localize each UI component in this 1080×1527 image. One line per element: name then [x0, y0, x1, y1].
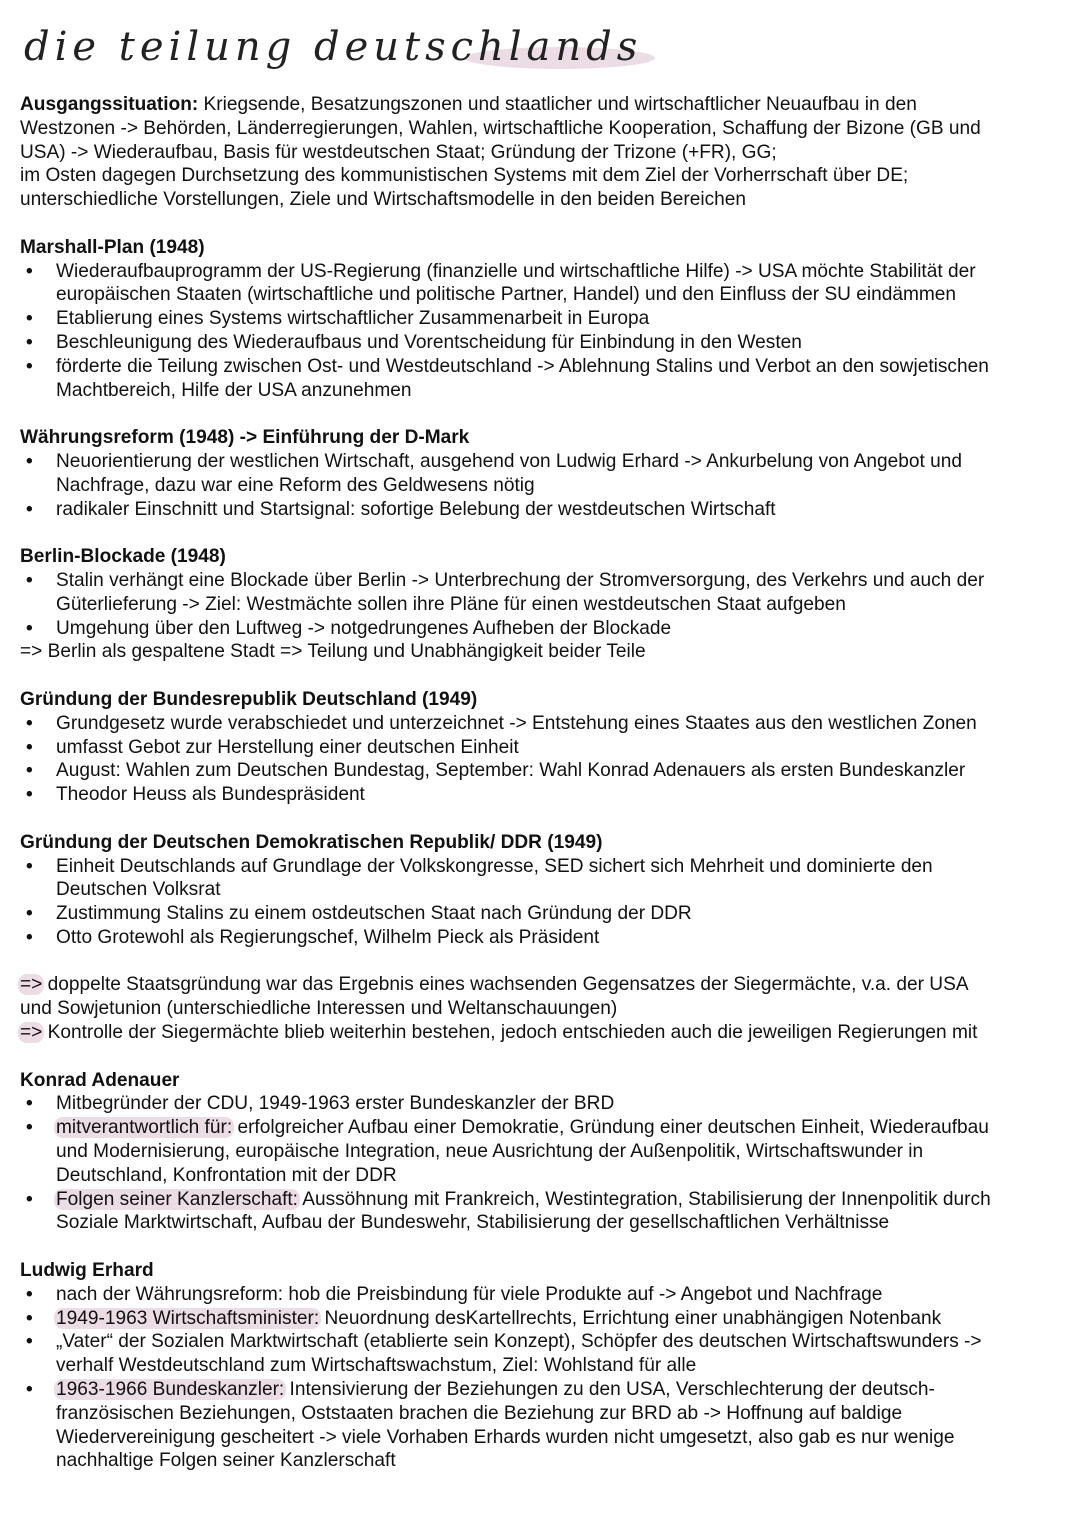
bullet: • — [26, 1283, 33, 1305]
item-line: Beschleunigung des Wiederaufbaus und Vorentscheidung für Einbindung in den Westen — [56, 331, 802, 353]
list-item — [20, 355, 1076, 403]
section-marshall-plan — [20, 236, 1076, 403]
item-line: nach der Währungsreform: hob die Preisbindung für viele Produkte auf -> Angebot und Nachfrage — [56, 1283, 883, 1305]
list-item — [20, 1283, 1076, 1307]
list-item — [20, 902, 1076, 926]
list-item — [20, 260, 1076, 308]
item-line: August: Wahlen zum Deutschen Bundestag, September: Wahl Konrad Adenauers als ersten Bundeskanzler — [56, 760, 966, 782]
item-line: Neuordnung desKartellrechts, Errichtung einer unabhängigen Notenbank — [319, 1307, 942, 1329]
item-line: umfasst Gebot zur Herstellung einer deutschen Einheit — [56, 736, 519, 758]
item-line: Grundgesetz wurde verabschiedet und unterzeichnet -> Entstehung eines Staates aus den westlichen Zonen — [56, 712, 977, 734]
bullet-list — [20, 260, 1076, 403]
section-heading: Marshall-Plan (1948) — [20, 236, 205, 258]
bullet: • — [26, 1188, 33, 1210]
intro-line-5: unterschiedliche Vorstellungen, Ziele und Wirtschaftsmodelle in den beiden Bereichen — [20, 189, 746, 211]
bullet: • — [26, 712, 33, 734]
intro-line-1 — [20, 93, 1076, 117]
list-item — [20, 1116, 1076, 1187]
item-line: nachhaltige Folgen seiner Kanzlerschaft — [56, 1450, 396, 1472]
highlight-label: 1949-1963 Wirtschaftsminister: — [56, 1307, 320, 1329]
list-item — [20, 307, 1076, 331]
section-heading: Gründung der Bundesrepublik Deutschland (1949) — [20, 688, 478, 710]
section-berlin-blockade — [20, 545, 1076, 664]
list-item — [20, 1307, 1076, 1331]
list-item — [20, 1188, 1076, 1236]
intro-line-2: Westzonen -> Behörden, Länderregierungen, Wahlen, wirtschaftliche Kooperation, Schaffung der Bizone (GB und — [20, 117, 981, 139]
item-line: Wiederaufbauprogramm der US-Regierung (finanzielle und wirtschaftliche Hilfe) -> USA möchte Stabilität der — [56, 260, 976, 282]
item-line: Otto Grotewohl als Regierungschef, Wilhelm Pieck als Präsident — [56, 926, 600, 948]
item-line: Nachfrage, dazu war eine Reform des Geldwesens nötig — [56, 474, 535, 496]
item-line: Deutschen Volksrat — [56, 879, 221, 901]
bullet-list — [20, 712, 1076, 807]
list-item — [20, 712, 1076, 736]
item-line: förderte die Teilung zwischen Ost- und Westdeutschland -> Ablehnung Stalins und Verbot an den sowjetischen — [56, 355, 989, 377]
section-heading: Ludwig Erhard — [20, 1260, 154, 1282]
highlight-label: Folgen seiner Kanzlerschaft: — [56, 1188, 298, 1210]
intro-line-4: im Osten dagegen Durchsetzung des kommunistischen Systems mit dem Ziel der Vorherrschaft über DE; — [20, 165, 909, 187]
section-waehrungsreform — [20, 426, 1076, 521]
bullet-list — [20, 569, 1076, 640]
item-line: Machtbereich, Hilfe der USA anzunehmen — [56, 379, 412, 401]
item-line: Umgehung über den Luftweg -> notgedrungenes Aufheben der Blockade — [56, 617, 672, 639]
list-item — [20, 926, 1076, 950]
item-line: Etablierung eines Systems wirtschaftlicher Zusammenarbeit in Europa — [56, 308, 650, 330]
bullet: • — [26, 736, 33, 758]
intro-label: Ausgangssituation: — [20, 94, 199, 115]
item-line: Mitbegründer der CDU, 1949-1963 erster Bundeskanzler der BRD — [56, 1093, 615, 1115]
bullet: • — [26, 260, 33, 282]
arrow-marker: => — [20, 974, 43, 996]
list-item — [20, 1378, 1076, 1473]
item-line: Zustimmung Stalins zu einem ostdeutschen Staat nach Gründung der DDR — [56, 903, 692, 925]
bullet: • — [26, 355, 33, 377]
item-line: Stalin verhängt eine Blockade über Berlin -> Unterbrechung der Stromversorgung, des Verkehrs und auch der — [56, 569, 985, 591]
bullet: • — [26, 855, 33, 877]
section-heading: Währungsreform (1948) -> Einführung der D-Mark — [20, 427, 470, 449]
item-line: französischen Beziehungen, Oststaaten brachen die Beziehung zur BRD ab -> Hoffnung auf baldige — [56, 1402, 903, 1424]
item-line: Soziale Marktwirtschaft, Aufbau der Bundeswehr, Stabilisierung der gesellschaftlichen Verhältnisse — [56, 1212, 890, 1234]
bullet-list — [20, 1283, 1076, 1473]
section-heading: Gründung der Deutschen Demokratischen Republik/ DDR (1949) — [20, 831, 603, 853]
item-line: europäischen Staaten (wirtschaftliche und politische Partner, Handel) und den Einfluss der SU eindämmen — [56, 284, 957, 306]
list-item — [20, 498, 1076, 522]
bullet: • — [26, 569, 33, 591]
section-heading: Konrad Adenauer — [20, 1069, 180, 1091]
highlight-label: 1963-1966 Bundeskanzler: — [56, 1379, 285, 1401]
intro-text-1: Kriegsende, Besatzungszonen und staatlicher und wirtschaftlicher Neuaufbau in den — [198, 94, 917, 115]
bullet: • — [26, 1117, 33, 1139]
bullet: • — [26, 331, 33, 353]
bullet: • — [26, 1379, 33, 1401]
list-item — [20, 617, 1076, 641]
item-line: und Modernisierung, europäische Integration, neue Ausrichtung der Außenpolitik, Wirtschaftswunder in — [56, 1141, 924, 1163]
list-item — [20, 1092, 1076, 1116]
item-line: Intensivierung der Beziehungen zu den USA, Verschlechterung der deutsch- — [284, 1379, 935, 1401]
item-line: verhalf Westdeutschland zum Wirtschaftswachstum, Ziel: Wohlstand für alle — [56, 1355, 697, 1377]
list-item — [20, 331, 1076, 355]
conclusion-line-1 — [20, 973, 1076, 997]
list-item — [20, 736, 1076, 760]
item-line: Einheit Deutschlands auf Grundlage der Volkskongresse, SED sichert sich Mehrheit und dominierte den — [56, 855, 933, 877]
item-line: „Vater“ der Sozialen Marktwirtschaft (etablierte sein Konzept), Schöpfer des deutschen Wirtschaftswunders -> — [56, 1331, 982, 1353]
item-line: Aussöhnung mit Frankreich, Westintegration, Stabilisierung der Innenpolitik durch — [297, 1188, 991, 1210]
bullet: • — [26, 617, 33, 639]
item-line: Theodor Heuss als Bundespräsident — [56, 784, 365, 806]
item-line: erfolgreicher Aufbau einer Demokratie, Gründung einer deutschen Einheit, Wiederaufbau — [232, 1117, 989, 1139]
list-item — [20, 783, 1076, 807]
bullet: • — [26, 450, 33, 472]
bullet-list — [20, 450, 1076, 521]
conclusion-text-1: doppelte Staatsgründung war das Ergebnis eines wachsenden Gegensatzes der Siegermächte, v.a. der USA — [42, 974, 969, 996]
section-heading: Berlin-Blockade (1948) — [20, 546, 226, 568]
bullet-list — [20, 855, 1076, 950]
intro-line-3: USA) -> Wiederaufbau, Basis für westdeutschen Staat; Gründung der Trizone (+FR), GG; — [20, 141, 777, 163]
bullet-list — [20, 1092, 1076, 1235]
bullet: • — [26, 784, 33, 806]
bullet: • — [26, 1093, 33, 1115]
title-text: die teilung deutschlands — [24, 24, 643, 70]
bullet: • — [26, 1331, 33, 1353]
list-item — [20, 1330, 1076, 1378]
section-brd — [20, 688, 1076, 807]
bullet: • — [26, 308, 33, 330]
section-intro — [20, 93, 1076, 212]
section-adenauer — [20, 1069, 1076, 1236]
conclusion-line-2: und Sowjetunion (unterschiedliche Interessen und Weltanschauungen) — [20, 998, 618, 1020]
section-conclusions — [20, 973, 1076, 1044]
item-line: Deutschland, Konfrontation mit der DDR — [56, 1164, 397, 1186]
blockade-conclusion: => Berlin als gespaltene Stadt => Teilung und Unabhängigkeit beider Teile — [20, 641, 646, 663]
list-item — [20, 855, 1076, 903]
arrow-marker: => — [20, 1022, 43, 1044]
item-line: radikaler Einschnitt und Startsignal: sofortige Belebung der westdeutschen Wirtschaft — [56, 498, 776, 520]
bullet: • — [26, 498, 33, 520]
conclusion-line-3 — [20, 1021, 1076, 1045]
section-erhard — [20, 1259, 1076, 1473]
list-item — [20, 569, 1076, 617]
document-body — [20, 93, 1076, 1473]
list-item — [20, 450, 1076, 498]
item-line: Neuorientierung der westlichen Wirtschaft, ausgehend von Ludwig Erhard -> Ankurbelung von Angebot und — [56, 450, 962, 472]
bullet: • — [26, 926, 33, 948]
bullet: • — [26, 1307, 33, 1329]
item-line: Wiedervereinigung gescheitert -> viele Vorhaben Erhards wurden nicht umgesetzt, also gab es nur wenige — [56, 1426, 955, 1448]
item-line: Güterlieferung -> Ziel: Westmächte sollen ihre Pläne für einen westdeutschen Staat aufgeben — [56, 593, 846, 615]
title-lettering — [20, 14, 670, 84]
conclusion-text-2: Kontrolle der Siegermächte blieb weiterhin bestehen, jedoch entschieden auch die jeweiligen Regierungen mit — [42, 1022, 978, 1044]
bullet: • — [26, 903, 33, 925]
handwritten-title — [20, 14, 670, 84]
bullet: • — [26, 760, 33, 782]
section-ddr — [20, 831, 1076, 950]
list-item — [20, 759, 1076, 783]
highlight-label: mitverantwortlich für: — [56, 1117, 233, 1139]
